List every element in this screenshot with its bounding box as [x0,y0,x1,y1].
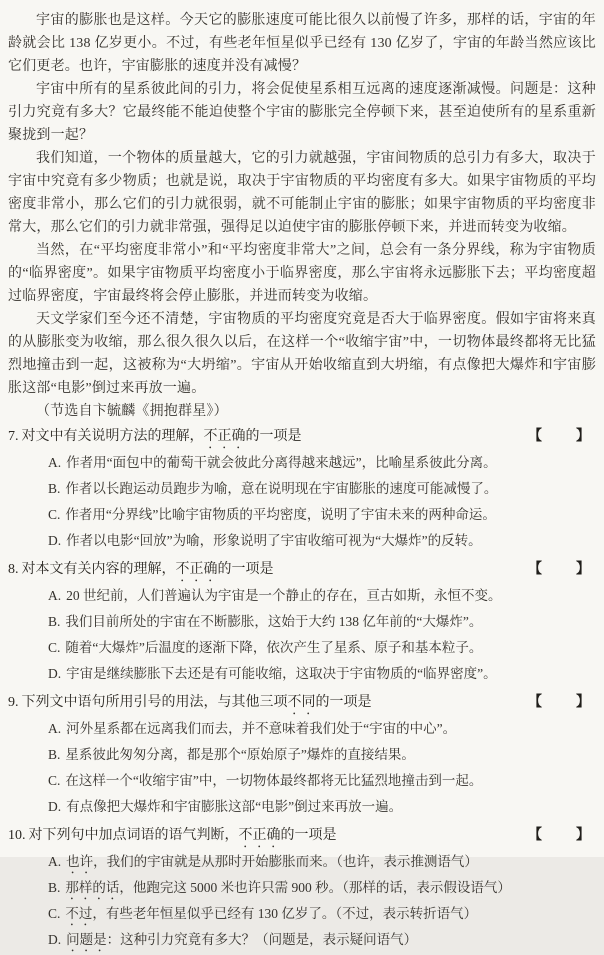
stem-post: 的一项是 [217,562,274,577]
question-9-option-a [8,718,596,744]
question-8-stem-text [8,559,528,585]
questions-section [8,426,596,955]
option-text: 宇宙是继续膨胀下去还是有可能收缩，这取决于宇宙物质的“临界密度”。 [66,666,497,681]
passage-paragraph-1: 宇宙的膨胀也是这样。今天它的膨胀速度可能比很久以前慢了许多，那样的话，宇宙的年龄就会比 138 亿岁更小。不过，有些老年恒星似乎已经有 130 亿岁了，宇宙的年龄当然应该比它们更老。也许，宇宙膨胀的速度并没有减慢？ [8,13,596,74]
answer-brackets: 【 】 [528,695,592,710]
question-7-stem-text [8,426,528,452]
question-10-option-b [8,877,596,903]
answer-brackets: 【 】 [528,429,592,444]
question-8 [8,559,596,689]
passage-paragraph-3: 我们知道，一个物体的质量越大，它的引力就越强，宇宙间物质的总引力有多大，取决于宇宙中究竟有多少物质；也就是说，取决于宇宙物质的平均密度有多大。如果宇宙物质的平均密度非常小，那么它们的引力就很弱，就不可能制止宇宙的膨胀；如果宇宙物质的平均密度非常大，那么它们的引力就非常强，强得足以迫使宇宙的膨胀停顿下来，并进而转变为收缩。 [8,151,596,235]
question-number: 8. [8,562,19,577]
option-emphasis: 不过 [65,906,93,921]
reading-passage [8,9,596,423]
question-9-option-d [8,796,596,822]
question-9-option-c [8,770,596,796]
question-8-option-b [8,611,596,637]
option-label: A. [48,455,62,470]
question-number: 7. [8,429,19,444]
stem-post: 的一项是 [315,695,372,710]
option-text: ：这种引力究竟有多大？（问题是，表示疑问语气） [106,932,418,947]
question-9-stem-text [8,692,528,718]
option-label: A. [48,588,62,603]
stem-emphasis: 不同 [287,695,316,710]
question-10-stem-text [8,825,528,851]
option-label: B. [48,880,61,895]
passage-paragraph-4: 当然，在“平均密度非常小”和“平均密度非常大”之间，总会有一条分界线，称为宇宙物质的“临界密度”。如果宇宙物质平均密度小于临界密度，那么宇宙将永远膨胀下去；平均密度超过临界密度，宇宙最终将会停止膨胀，并进而转变为收缩。 [8,243,596,304]
question-10-option-d [8,929,596,955]
stem-pre: 对文中有关说明方法的理解， [21,429,204,444]
option-label: C. [48,640,61,655]
question-10-stem [8,825,596,851]
option-label: B. [48,614,61,629]
question-7-option-a [8,452,596,478]
option-text: 我们目前所处的宇宙在不断膨胀，这始于大约 138 亿年前的“大爆炸”。 [65,614,483,629]
option-text: 作者用“分界线”比喻宇宙物质的平均密度，说明了宇宙未来的两种命运。 [65,507,496,522]
option-text: 河外星系都在远离我们而去，并不意味着我们处于“宇宙的中心”。 [66,721,457,736]
question-9-stem [8,692,596,718]
option-label: C. [48,773,61,788]
option-text: ，他跑完这 5000 米也许只需 900 秒。（那样的话，表示假设语气） [119,880,511,895]
question-number: 9. [8,695,19,710]
option-label: D. [48,533,62,548]
option-text: 在这样一个“收缩宇宙”中，一切物体最终都将无比猛烈地撞击到一起。 [65,773,483,788]
question-number: 10. [8,828,26,843]
stem-pre: 下列文中语句所用引号的用法，与其他三项 [21,695,288,710]
question-8-stem [8,559,596,585]
option-label: D. [48,666,62,681]
option-text: 作者以长跑运动员跑步为喻，意在说明现在宇宙膨胀的速度可能减慢了。 [65,481,498,496]
option-label: D. [48,799,62,814]
stem-pre: 对本文有关内容的理解， [21,562,176,577]
option-label: B. [48,481,61,496]
passage-paragraph-2: 宇宙中所有的星系彼此间的引力，将会促使星系相互远离的速度逐渐减慢。问题是：这种引力究竟有多大？它最终能不能迫使整个宇宙的膨胀完全停顿下来，甚至迫使所有的星系重新聚拢到一起？ [8,82,596,143]
option-text: 作者以电影“回放”为喻，形象说明了宇宙收缩可视为“大爆炸”的反转。 [66,533,482,548]
question-10-option-a [8,851,596,877]
passage-attribution: （节选自卞毓麟《拥抱群星》） [36,404,228,419]
stem-pre: 对下列句中加点词语的语气判断， [28,828,239,843]
stem-post: 的一项是 [245,429,302,444]
option-text: 作者用“面包中的葡萄干就会彼此分离得越来越远”，比喻星系彼此分离。 [66,455,497,470]
option-text: 星系彼此匆匆分离，都是那个“原始原子”爆炸的直接结果。 [65,747,415,762]
option-text: ，有些老年恒星似乎已经有 130 亿岁了。（不过，表示转折语气） [92,906,478,921]
question-7-option-b [8,478,596,504]
option-label: A. [48,721,62,736]
option-label: B. [48,747,61,762]
option-label: A. [48,854,62,869]
option-text: 有点像把大爆炸和宇宙膨胀这部“电影”倒过来再放一遍。 [66,799,403,814]
question-7-option-d [8,530,596,556]
option-label: C. [48,507,61,522]
question-7-option-c [8,504,596,530]
answer-brackets: 【 】 [528,828,592,843]
question-10-option-c [8,903,596,929]
answer-brackets: 【 】 [528,562,592,577]
question-8-option-d [8,663,596,689]
option-emphasis: 也许 [66,854,94,869]
option-emphasis: 问题是 [66,932,107,947]
question-9-option-b [8,744,596,770]
question-8-option-a [8,585,596,611]
option-text: ，我们的宇宙就是从那时开始膨胀而来。（也许，表示推测语气） [93,854,478,869]
option-label: D. [48,932,62,947]
question-9 [8,692,596,822]
option-text: 随着“大爆炸”后温度的逐渐下降，依次产生了星系、原子和基本粒子。 [65,640,483,655]
passage-paragraph-5: 天文学家们至今还不清楚，宇宙物质的平均密度究竟是否大于临界密度。假如宇宙将来真的从膨胀变为收缩，那么很久很久以后，在这样一个“收缩宇宙”中，一切物体最终都将无比猛烈地撞击到一起，这被称为“大坍缩”。宇宙从开始收缩直到大坍缩，有点像把大爆炸和宇宙膨胀这部“电影”倒过来再放一遍。 [8,312,596,396]
option-text: 20 世纪前，人们普遍认为宇宙是一个静止的存在，亘古如斯，永恒不变。 [66,588,502,603]
question-7-stem [8,426,596,452]
stem-post: 的一项是 [280,828,337,843]
question-10 [8,825,596,955]
option-emphasis: 那样的话 [65,880,120,895]
option-label: C. [48,906,61,921]
stem-emphasis: 不正确 [238,828,281,843]
stem-emphasis: 不正确 [175,562,218,577]
question-7 [8,426,596,556]
stem-emphasis: 不正确 [203,429,246,444]
question-8-option-c [8,637,596,663]
